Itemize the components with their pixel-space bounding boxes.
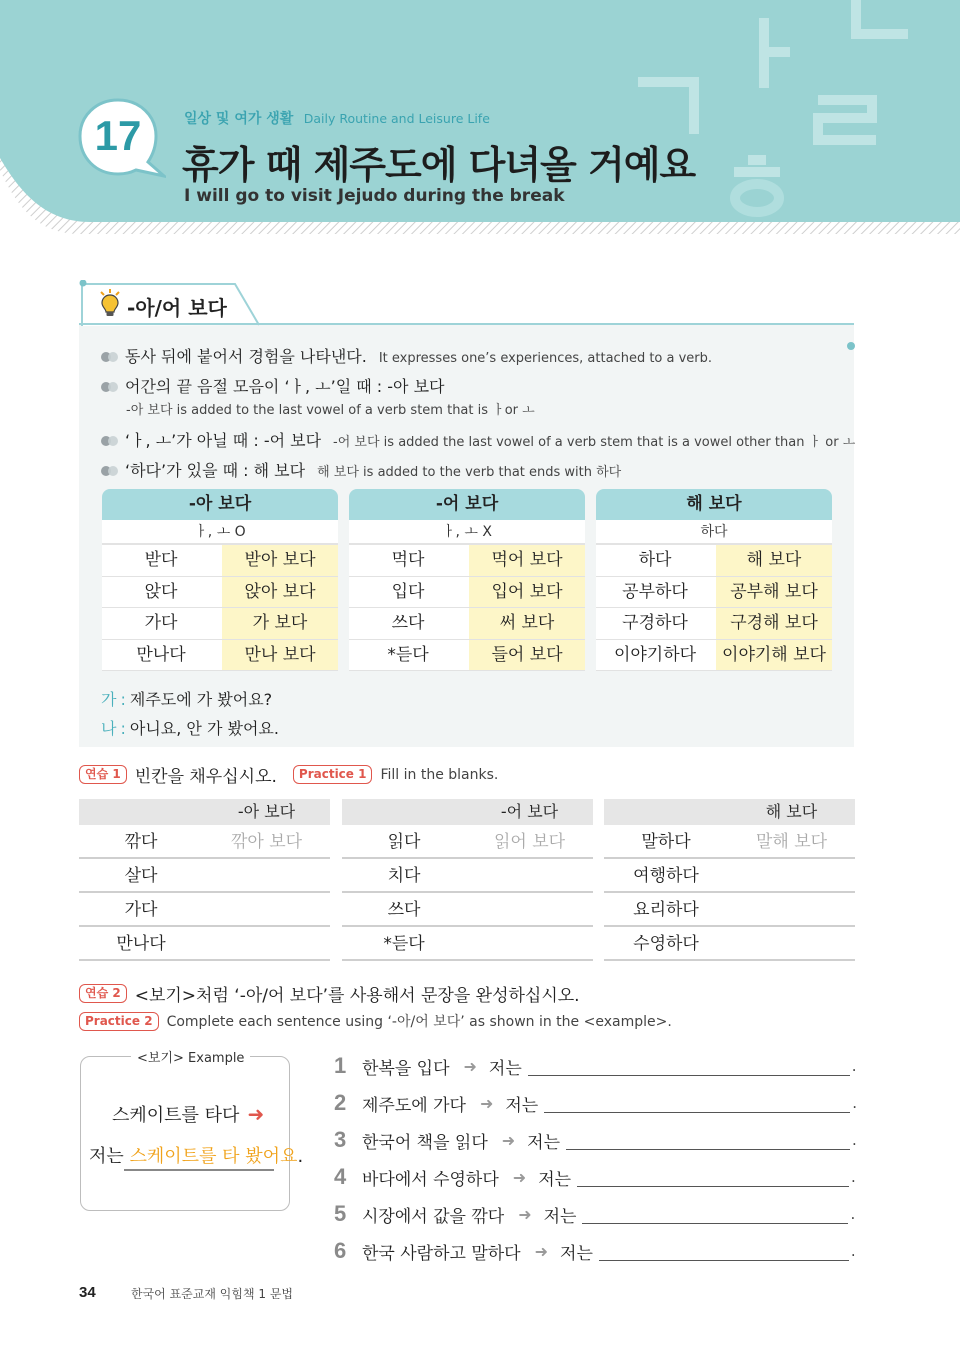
book-title: 한국어 표준교재 익힘책 1 문법 (131, 1287, 293, 1301)
dialogue-text: 제주도에 가 봤어요? (129, 690, 273, 709)
grammar-table-header: -어 보다 (349, 489, 585, 520)
arrow-right-icon: ➜ (518, 1204, 532, 1224)
speaker-label: 나 (101, 719, 117, 738)
example-answer-line (89, 1142, 303, 1168)
grammar-table-row (596, 545, 832, 577)
verb-cell: 받다 (102, 545, 220, 576)
dialogue-line-2: 나 : 아니요, 안 가 봤어요. (101, 719, 279, 738)
grammar-table-hae-boda (596, 489, 832, 671)
answer-blank[interactable] (566, 1130, 850, 1150)
grammar-table-condition: ㅏ, ㅗ X (349, 520, 585, 545)
practice-row (342, 859, 593, 893)
practice-row (604, 859, 855, 893)
example-period: . (297, 1146, 304, 1167)
question-number: 4 (334, 1164, 347, 1189)
grammar-table-row (102, 545, 338, 577)
answer-cell[interactable] (728, 893, 855, 925)
verb-cell: 만나다 (116, 934, 166, 954)
dialogue-line-1: 가 : 제주도에 가 봤어요? (101, 690, 273, 709)
verb-cell: 공부하다 (596, 577, 714, 608)
practice-row (604, 825, 855, 859)
practice-row (604, 927, 855, 961)
verb-cell: 쓰다 (349, 608, 467, 639)
answer-cell[interactable] (203, 927, 330, 959)
sentence-period: . (851, 1057, 857, 1075)
practice-2-instruction-ko: <보기>처럼 ‘-아/어 보다’를 사용해서 문장을 완성하십시오. (134, 986, 580, 1006)
answer-cell[interactable] (728, 859, 855, 891)
answer-cell[interactable] (203, 859, 330, 891)
grammar-bullet-1 (101, 344, 712, 367)
arrow-right-icon: ➜ (501, 1130, 516, 1150)
form-cell: 입어 보다 (467, 577, 585, 608)
form-cell: 이야기해 보다 (714, 640, 832, 671)
sentence-period: . (850, 1205, 856, 1223)
arrow-right-icon: ➜ (512, 1167, 527, 1187)
example-label: <보기> Example (131, 1047, 250, 1066)
example-answer: 스케이트를 타 봤어요 (129, 1146, 298, 1167)
practice-1-badge-en: Practice 1 (293, 765, 373, 784)
grammar-table-row (102, 608, 338, 640)
practice-table-a-boda (79, 799, 330, 961)
example-prompt-line (112, 1101, 264, 1127)
question-text: 한복을 입다 (362, 1058, 450, 1079)
answer-blank[interactable] (544, 1093, 850, 1113)
practice-row (79, 893, 330, 927)
answer-cell[interactable] (466, 927, 593, 959)
dialogue-text: 아니요, 안 가 봤어요. (129, 719, 279, 738)
speaker-label: 가 (101, 690, 117, 709)
practice-row (342, 893, 593, 927)
answer-cell[interactable] (466, 859, 593, 891)
grammar-table-row (349, 608, 585, 640)
practice-table-hae-boda (604, 799, 855, 961)
question-6 (334, 1238, 856, 1264)
practice-1-instruction-en: Fill in the blanks. (380, 766, 499, 783)
verb-cell: 구경하다 (596, 608, 714, 639)
practice-row (79, 927, 330, 961)
bullet-korean: ‘ㅏ, ㅗ’가 아닐 때 : -어 보다 (125, 431, 322, 450)
example-prompt: 스케이트를 타다 (112, 1105, 240, 1126)
practice-2-badge-ko: 연습 2 (79, 984, 127, 1003)
grammar-table-header: 해 보다 (596, 489, 832, 520)
practice-2-heading (79, 981, 580, 1006)
arrow-right-icon: ➜ (247, 1102, 265, 1126)
sentence-period: . (852, 1131, 857, 1149)
bullet-dots-icon (101, 466, 123, 476)
answer-cell[interactable]: 읽어 보다 (493, 832, 566, 852)
verb-cell: 수영하다 (633, 934, 699, 954)
grammar-divider-dot (847, 342, 855, 350)
question-5 (334, 1201, 855, 1227)
verb-cell: 쓰다 (387, 900, 421, 920)
verb-cell: 읽다 (387, 832, 421, 852)
question-subject: 저는 (527, 1132, 561, 1153)
example-box (80, 1056, 290, 1211)
verb-cell: 요리하다 (633, 900, 699, 920)
question-4 (334, 1164, 856, 1190)
verb-cell: 치다 (387, 866, 421, 886)
practice-row (79, 859, 330, 893)
answer-cell[interactable] (203, 893, 330, 925)
practice-table-header: -아 보다 (79, 799, 330, 825)
arrow-right-icon: ➜ (479, 1093, 494, 1113)
question-subject: 저는 (505, 1095, 539, 1116)
bullet-english: It expresses one’s experiences, attached to a verb. (378, 351, 713, 366)
grammar-divider (79, 323, 854, 325)
answer-blank[interactable] (577, 1167, 849, 1187)
question-text: 시장에서 값을 깎다 (362, 1206, 505, 1227)
verb-cell: 하다 (596, 545, 714, 576)
question-text: 제주도에 가다 (362, 1095, 466, 1116)
verb-cell: 이야기하다 (596, 640, 714, 671)
answer-cell[interactable]: 말해 보다 (755, 832, 828, 852)
question-subject: 저는 (488, 1058, 522, 1079)
practice-table-eo-boda (342, 799, 593, 961)
grammar-table-condition: 하다 (596, 520, 832, 545)
question-3 (334, 1127, 857, 1153)
topic-korean: 일상 및 여가 생활 (184, 111, 294, 127)
sentence-period: . (850, 1242, 856, 1260)
verb-cell: *듣다 (383, 934, 425, 954)
practice-row (79, 825, 330, 859)
bullet-english: -어 보다 is added the last vowel of a verb stem that is a vowel other than ㅏ or ㅗ (333, 435, 856, 450)
question-subject: 저는 (543, 1206, 577, 1227)
verb-cell: 가다 (102, 608, 220, 639)
verb-cell: 깎다 (124, 832, 158, 852)
question-subject: 저는 (560, 1243, 593, 1264)
lesson-title-korean: 휴가 때 제주도에 다녀올 거예요 (182, 143, 696, 187)
grammar-table-row (596, 640, 832, 672)
verb-cell: 가다 (124, 900, 158, 920)
answer-blank[interactable] (528, 1056, 850, 1076)
bullet-dots-icon (101, 352, 123, 362)
practice-row (342, 927, 593, 961)
question-number: 1 (334, 1053, 347, 1078)
grammar-bullet-2 (101, 374, 457, 397)
verb-cell: 입다 (349, 577, 467, 608)
bullet-korean: 동사 뒤에 붙어서 경험을 나타낸다. (125, 347, 367, 366)
practice-row (342, 825, 593, 859)
question-number: 5 (334, 1201, 347, 1226)
question-number: 2 (334, 1090, 347, 1115)
bullet-dots-icon (101, 382, 123, 392)
question-text: 한국어 책을 읽다 (362, 1132, 488, 1153)
question-1 (334, 1053, 857, 1079)
page-number: 34 (79, 1284, 96, 1301)
arrow-right-icon: ➜ (463, 1056, 477, 1076)
form-cell: 가 보다 (220, 608, 338, 639)
grammar-title: -아/어 보다 (127, 296, 227, 320)
example-underline (124, 1169, 274, 1171)
question-subject: 저는 (538, 1169, 572, 1190)
grammar-table-row (596, 608, 832, 640)
grammar-bullet-4 (101, 458, 621, 481)
question-2 (334, 1090, 857, 1116)
verb-cell: 앉다 (102, 577, 220, 608)
form-cell: 먹어 보다 (467, 545, 585, 576)
lightbulb-icon (99, 289, 121, 317)
grammar-table-row (349, 545, 585, 577)
verb-cell: 살다 (124, 866, 158, 886)
form-cell: 해 보다 (714, 545, 832, 576)
topic-line (184, 108, 490, 128)
form-cell: 만나 보다 (220, 640, 338, 671)
arrow-right-icon: ➜ (534, 1241, 549, 1261)
grammar-table-row (596, 577, 832, 609)
question-number: 6 (334, 1238, 347, 1263)
grammar-table-row (349, 640, 585, 672)
question-text: 바다에서 수영하다 (362, 1169, 499, 1190)
sentence-period: . (851, 1168, 856, 1186)
grammar-table-row (349, 577, 585, 609)
bullet-2-english: -아 보다 is added to the last vowel of a verb stem that is ㅏor ㅗ (126, 403, 535, 418)
grammar-bullet-3 (101, 428, 855, 451)
grammar-table-header: -아 보다 (102, 489, 338, 520)
grammar-table-a-boda (102, 489, 338, 671)
question-number: 3 (334, 1127, 347, 1152)
form-cell: 들어 보다 (467, 640, 585, 671)
form-cell: 공부해 보다 (714, 577, 832, 608)
form-cell: 써 보다 (467, 608, 585, 639)
verb-cell: 만나다 (102, 640, 220, 671)
practice-2-badge-en: Practice 2 (79, 1012, 159, 1031)
answer-blank[interactable] (582, 1204, 848, 1224)
grammar-table-eo-boda (349, 489, 585, 671)
sentence-period: . (852, 1094, 857, 1112)
form-cell: 구경해 보다 (714, 608, 832, 639)
bullet-english: 해 보다 is added to the verb that ends with 하다 (317, 465, 622, 480)
topic-english: Daily Routine and Leisure Life (303, 111, 490, 126)
grammar-table-row (102, 640, 338, 672)
verb-cell: 말하다 (641, 832, 691, 852)
lesson-number: 17 (94, 112, 142, 159)
practice-row (604, 893, 855, 927)
practice-table-header: 해 보다 (604, 799, 855, 825)
form-cell: 앉아 보다 (220, 577, 338, 608)
grammar-table-condition: ㅏ, ㅗ O (102, 520, 338, 545)
practice-1-heading (79, 762, 498, 787)
grammar-table-row (102, 577, 338, 609)
practice-2-english-line (79, 1011, 672, 1031)
verb-cell: *듣다 (349, 640, 467, 671)
verb-cell: 여행하다 (633, 866, 699, 886)
answer-blank[interactable] (599, 1241, 849, 1261)
answer-cell[interactable] (728, 927, 855, 959)
answer-cell[interactable] (466, 893, 593, 925)
example-prefix: 저는 (89, 1146, 124, 1167)
answer-cell[interactable]: 깎아 보다 (230, 832, 303, 852)
bullet-dots-icon (101, 436, 123, 446)
practice-table-header: -어 보다 (342, 799, 593, 825)
practice-2-instruction-en: Complete each sentence using ‘-아/어 보다’ as shown in the <example>. (166, 1014, 672, 1030)
practice-1-instruction-ko: 빈칸을 채우십시오. (134, 767, 277, 787)
form-cell: 받아 보다 (220, 545, 338, 576)
lesson-title-english: I will go to visit Jejudo during the break (184, 186, 565, 206)
practice-1-badge-ko: 연습 1 (79, 765, 127, 784)
bullet-korean: 어간의 끝 음절 모음이 ‘ㅏ, ㅗ’일 때 : -아 보다 (125, 377, 445, 396)
verb-cell: 먹다 (349, 545, 467, 576)
question-text: 한국 사람하고 말하다 (362, 1243, 521, 1264)
bullet-korean: ‘하다’가 있을 때 : 해 보다 (125, 461, 306, 480)
